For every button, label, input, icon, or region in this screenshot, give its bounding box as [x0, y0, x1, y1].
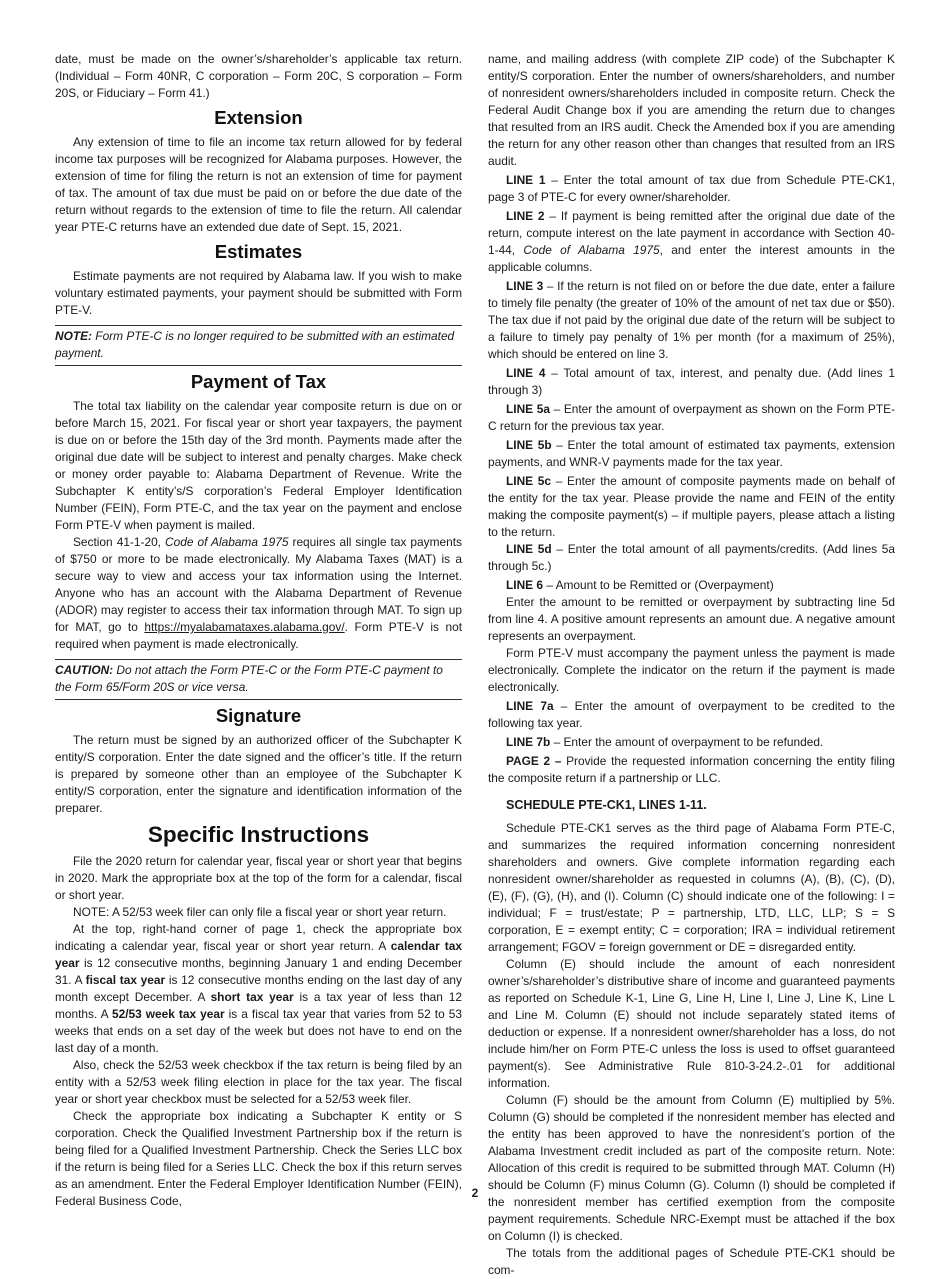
schedule-paragraph-1: Schedule PTE-CK1 serves as the third page of Alabama Form PTE-C, and summarizes the required information concerning nonresident shareholders and owners. Give complete information regarding each nonresident owner/shareholder as requested in columns (A), (B), (C), (D), (E), (F), (G), (H), and (I). Column (C) should indicate one of the following: I = individual; F = trust/estate; P = partnership, LTD, LLC, LLP; S = S corporation, E = exempt entity; C = corporation; IRA = individual retirement arrangement; FGOV = foreign government or DE = disregarded entity. [488, 821, 895, 954]
line-3: LINE 3 – If the return is not filed on or before the due date, enter a failure to timely file penalty (the greater of 10% of the amount of net tax due or $50). The tax due if not paid by the original due date of the return will be subject to a failure to timely pay penalty of 1% per month (for a maximum of 25%), which should be entered on line 3. [488, 279, 895, 361]
right-column [488, 51, 895, 1279]
specific-paragraph-5: Check the appropriate box indicating a Subchapter K entity or S corporation. Check the Qualified Investment Partnership box if the return is being filed for a Qualified Investment Partnership. Check the Series LLC box if the return is being filed for a Series LLC. Check the box if this return serves as an amendment. Enter the Federal Employer Identification Number (FEIN), Federal Business Code, [55, 1109, 462, 1208]
payment-paragraph-2: Section 41-1-20, Code of Alabama 1975 requires all single tax payments of $750 or more to be made electronically. My Alabama Taxes (MAT) is a secure way to view and access your tax information using the Internet. Anyone who has an account with the Alabama Department of Revenue (ADOR) may register to access their tax information through MAT. To sign up for MAT, go to https://myalabamataxes.alabama.gov/. Form PTE-V is not required when payment is made electronically. [55, 535, 462, 651]
payment-heading: Payment of Tax [190, 371, 327, 392]
caution-text: Do not attach the Form PTE-C or the Form PTE-C payment to the Form 65/Form 20S or vice versa. [55, 663, 443, 694]
line-6-detail: Enter the amount to be remitted or overpayment by subtracting line 5d from line 4. A positive amount represents an amount due. A negative amount represents an overpayment. [488, 595, 895, 643]
intro-paragraph: date, must be made on the owner’s/shareholder’s applicable tax return. (Individual – Form 40NR, C corporation – Form 20C, S corporation – Form 20S, or Fiduciary – Form 41.) [55, 52, 462, 100]
schedule-heading: SCHEDULE PTE-CK1, LINES 1-11. [506, 798, 707, 812]
signature-heading: Signature [215, 705, 302, 726]
line-2: LINE 2 – If payment is being remitted after the original due date of the return, compute interest on the late payment in accordance with Section 40-1-44, Code of Alabama 1975, and enter the interest amounts in the applicable columns. [488, 209, 895, 274]
line-7a: LINE 7a – Enter the amount of overpayment to be credited to the following tax year. [488, 699, 895, 730]
schedule-paragraph-4: The totals from the additional pages of Schedule PTE-CK1 should be com- [488, 1246, 895, 1277]
right-intro-paragraph: name, and mailing address (with complete ZIP code) of the Subchapter K entity/S corporation. Enter the number of owners/shareholders, and number of nonresident owners/shareholders included in composite return. Check the Federal Audit Change box if you are amending the return due to changes that resulted from an IRS audit. Check the Amended box if you are amending the return for any other reason other than changes that resulted from an IRS audit. [488, 52, 895, 168]
caution-label: CAUTION: [55, 663, 114, 677]
caution-box [55, 659, 462, 700]
schedule-paragraph-3: Column (F) should be the amount from Column (E) multiplied by 5%. Column (G) should be completed if the nonresident member has elected and the entity has been approved to have the nonresident’s portion of the Alabama Investment credit included as part of the composite return. Note: Allocation of this credit is required to be submitted through MAT. Column (H) should be Column (F) minus Column (G). Column (I) should be completed if the nonresident member has certified exemption from the composite payment requirements. Schedule NRC-Exempt must be attached if the box on Column (I) is checked. [488, 1093, 895, 1243]
line-6: LINE 6 – Amount to be Remitted or (Overpayment) [506, 578, 774, 592]
specific-instructions-heading: Specific Instructions [147, 822, 370, 847]
estimates-paragraph: Estimate payments are not required by Alabama law. If you wish to make voluntary estimated payments, your payment should be submitted with Form PTE-V. [55, 269, 462, 317]
payment-paragraph-1: The total tax liability on the calendar year composite return is due on or before March 15, 2021. For fiscal year or short year taxpayers, the payment is due on or before the 15th day of the 3rd month. Payments made after the original due date will be subject to interest and penalty charges. Make check or money order payable to: Alabama Department of Revenue. Write the Subchapter K entity’s/S corporation’s Federal Employer Identification Number (FEIN), Form PTE-C, and the tax year on the payment and enclose Form PTE-V when payment is mailed. [55, 399, 462, 532]
note-text: Form PTE-C is no longer required to be submitted with an estimated payment. [55, 329, 455, 360]
schedule-paragraph-2: Column (E) should include the amount of each nonresident owner’s/shareholder’s distributive share of income and guaranteed payments as reported on Schedule K-1, Line G, Line H, Line I, Line J, Line K, Line L and Line M. Column (E) should not include separately stated items of deduction or expense. If a nonresident owner/shareholder has a loss, do not include him/her on Form PTE-C unless the loss is used to offset guaranteed payment(s). See Administrative Rule 810-3-24.2-.01 for additional information. [488, 957, 895, 1090]
ptev-paragraph: Form PTE-V must accompany the payment unless the payment is made electronically. Complete the indicator on the return if the payment is made electronically. [488, 646, 895, 694]
note-box [55, 325, 462, 366]
extension-paragraph: Any extension of time to file an income tax return allowed for by federal income tax purposes will be recognized for Alabama purposes. However, the extension of time for filing the return is not an extension of time for payment of tax. The amount of tax due must be paid on or before the due date of the return without regards to the extension of time to file the return. All calendar year PTE-C returns have an extended due date of Sept. 15, 2021. [55, 135, 462, 234]
line-5b: LINE 5b – Enter the total amount of estimated tax payments, extension payments, and WNR-V payments made for the tax year. [488, 438, 895, 469]
specific-paragraph-3: At the top, right-hand corner of page 1, check the appropriate box indicating a calendar year, fiscal year or short year return. A calendar tax year is 12 consecutive months, beginning January 1 and ending December 31. A fiscal tax year is 12 consecutive months ending on the last day of any month except December. A short tax year is a tax year of less than 12 months. A 52/53 week tax year is a fiscal tax year that varies from 52 to 53 weeks that ends on a set day of the week but does not have to end on the last day of a month. [55, 922, 462, 1055]
page-2-paragraph: PAGE 2 – Provide the requested information concerning the entity filing the composite return if a partnership or LLC. [488, 754, 895, 785]
specific-paragraph-1: File the 2020 return for calendar year, fiscal year or short year that begins in 2020. Mark the appropriate box at the top of the form for a calendar, fiscal or short year. [55, 854, 462, 902]
line-5a: LINE 5a – Enter the amount of overpayment as shown on the Form PTE-C return for the previous tax year. [488, 402, 895, 433]
note-label: NOTE: [55, 329, 92, 343]
line-1: LINE 1 – Enter the total amount of tax due from Schedule PTE-CK1, page 3 of PTE-C for every owner/shareholder. [488, 173, 895, 204]
page-number: 2 [471, 1186, 479, 1200]
specific-paragraph-2: NOTE: A 52/53 week filer can only file a fiscal year or short year return. [73, 905, 447, 919]
estimates-heading: Estimates [214, 241, 303, 262]
specific-paragraph-4: Also, check the 52/53 week checkbox if the tax return is being filed by an entity with a 52/53 week filing election in place for the tax year. The fiscal year or short year checkbox must be selected for a 52/53 week filer. [55, 1058, 462, 1106]
extension-heading: Extension [214, 107, 303, 128]
line-5d: LINE 5d – Enter the total amount of all payments/credits. (Add lines 5a through 5c.) [488, 542, 895, 573]
mat-link[interactable]: https://myalabamataxes.alabama.gov/ [144, 620, 345, 634]
signature-paragraph: The return must be signed by an authorized officer of the Subchapter K entity/S corporation. Enter the date signed and the officer’s title. If the return is prepared by someone other than an employee of the Subchapter K entity/S corporation, enter the signature and identification information of the preparer. [55, 733, 462, 815]
line-4: LINE 4 – Total amount of tax, interest, and penalty due. (Add lines 1 through 3) [488, 366, 895, 397]
line-7b: LINE 7b – Enter the amount of overpayment to be refunded. [506, 735, 824, 749]
left-column [55, 51, 462, 1210]
line-5c: LINE 5c – Enter the amount of composite payments made on behalf of the entity for the tax year. Please provide the name and FEIN of the entity making the composite payment(s) – if multiple payers, please attach a listing to the return. [488, 474, 895, 539]
